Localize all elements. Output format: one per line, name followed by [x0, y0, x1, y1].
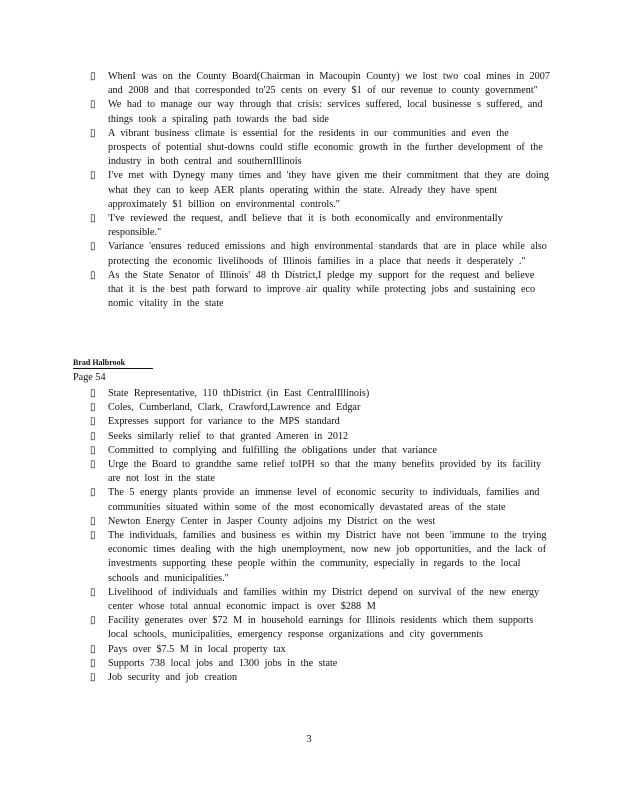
list-item: [90, 70, 550, 98]
list-item: [90, 671, 550, 685]
list-item: [90, 98, 550, 126]
bullet-icon: [90, 614, 108, 628]
list-item-text: The individuals, families and business es within my District have not been 'immune to the trying economic times dealing with the high unemployment, now new job opportunities, and the lack of investments supporting these people within the community, especially in regards to the local schools and municipalities.": [108, 530, 547, 584]
speaker-name: Brad Halbrook: [73, 358, 126, 367]
list-item: [90, 169, 550, 212]
list-item-text: State Representative, 110 thDistrict (in East CentralIllinois): [108, 388, 370, 399]
bullet-icon: [90, 98, 108, 112]
bullet-icon: [90, 529, 108, 543]
list-item-text: Urge the Board to grandthe same relief toIPH so that the many benefits provided by its facility are not lost in the state: [108, 459, 542, 485]
list-item: [90, 212, 550, 240]
bullet-list-section-1: [90, 70, 550, 311]
list-item: [90, 444, 550, 458]
list-item-text: The 5 energy plants provide an immense level of economic security to individuals, families and communities situated within some of the most economically devastated areas of the state: [108, 487, 540, 513]
list-item-text: As the State Senator of Illinois' 48 th District,I pledge my support for the request and believe that it is the best path forward to improve air quality while protecting jobs and sustaining eco nomic vitality in the state: [108, 269, 536, 310]
bullet-icon: [90, 444, 108, 458]
list-item-text: Newton Energy Center in Jasper County adjoins my District on the west: [108, 515, 436, 527]
list-item: [90, 127, 550, 170]
list-item: [90, 269, 550, 312]
list-item-text: Variance 'ensures reduced emissions and high environmental standards that are in place while also protecting the economic livelihoods of Illinois families in a place that needs it desperately .": [108, 241, 547, 267]
list-item: [90, 529, 550, 586]
list-item: [90, 401, 550, 415]
list-item: [90, 614, 550, 642]
list-item-text: Coles, Cumberland, Clark, Crawford,Lawrence and Edgar: [108, 402, 361, 414]
bullet-icon: [90, 212, 108, 226]
list-item-text: Supports 738 local jobs and 1300 jobs in the state: [108, 657, 338, 669]
bullet-icon: [90, 70, 108, 84]
bullet-icon: [90, 430, 108, 444]
list-item-text: Facility generates over $72 M in household earnings for Illinois residents which them supports local schools, municipalities, emergency response organizations and city governments: [108, 615, 534, 641]
page-reference: Page 54: [73, 372, 106, 383]
list-item-text: Seeks similarly relief to that granted Ameren in 2012: [108, 430, 349, 442]
bullet-icon: [90, 401, 108, 415]
bullet-icon: [90, 415, 108, 429]
bullet-icon: [90, 486, 108, 500]
list-item-text: Expresses support for variance to the MPS standard: [108, 416, 340, 428]
speaker-underline: [73, 368, 153, 369]
list-item: [90, 643, 550, 657]
list-item-text: I've met with Dynegy many times and 'they have given me their commitment that they are doing what they can to keep AER plants operating within the state. Already they have spent approximately $1 billion on environmental controls.": [108, 170, 549, 210]
list-item: [90, 415, 550, 429]
list-item: [90, 515, 550, 529]
bullet-icon: [90, 671, 108, 685]
list-item-text: WhenI was on the County Board(Chairman in Macoupin County) we lost two coal mines in 2007 and 2008 and that corresponded to'25 cents on every $1 of our revenue to county government": [108, 71, 550, 97]
list-item: [90, 586, 550, 614]
bullet-icon: [90, 127, 108, 141]
list-item-text: Pays over $7.5 M in local property tax: [108, 643, 286, 655]
list-item-text: Committed to complying and fulfilling the obligations under that variance: [108, 444, 437, 456]
bullet-icon: [90, 458, 108, 472]
list-item-text: A vibrant business climate is essential for the residents in our communities and even the prospects of potential shut-downs could stifle economic growth in the further development of the industry in both central and southernIllinois: [108, 127, 543, 168]
list-item: [90, 240, 550, 268]
list-item-text: We had to manage our way through that crisis: services suffered, local businesse s suffered, and things took a spiraling path towards the bad side: [108, 99, 543, 125]
list-item: [90, 657, 550, 671]
list-item-text: Job security and job creation: [108, 672, 238, 684]
bullet-icon: [90, 269, 108, 283]
bullet-icon: [90, 387, 108, 401]
bullet-icon: [90, 643, 108, 657]
list-item-text: 'I've reviewed the request, andI believe that it is both economically and environmentally responsible.": [108, 213, 503, 239]
bullet-icon: [90, 657, 108, 671]
list-item-text: Livelihood of individuals and families within my District depend on survival of the new energy center whose total annual economic impact is over $288 M: [108, 586, 540, 613]
list-item: [90, 458, 550, 486]
bullet-icon: [90, 586, 108, 600]
bullet-icon: [90, 515, 108, 529]
list-item: [90, 387, 550, 401]
list-item: [90, 430, 550, 444]
page-number: 3: [306, 734, 312, 745]
list-item: [90, 486, 550, 514]
bullet-icon: [90, 240, 108, 254]
bullet-list-section-2: [90, 387, 550, 685]
bullet-icon: [90, 169, 108, 183]
